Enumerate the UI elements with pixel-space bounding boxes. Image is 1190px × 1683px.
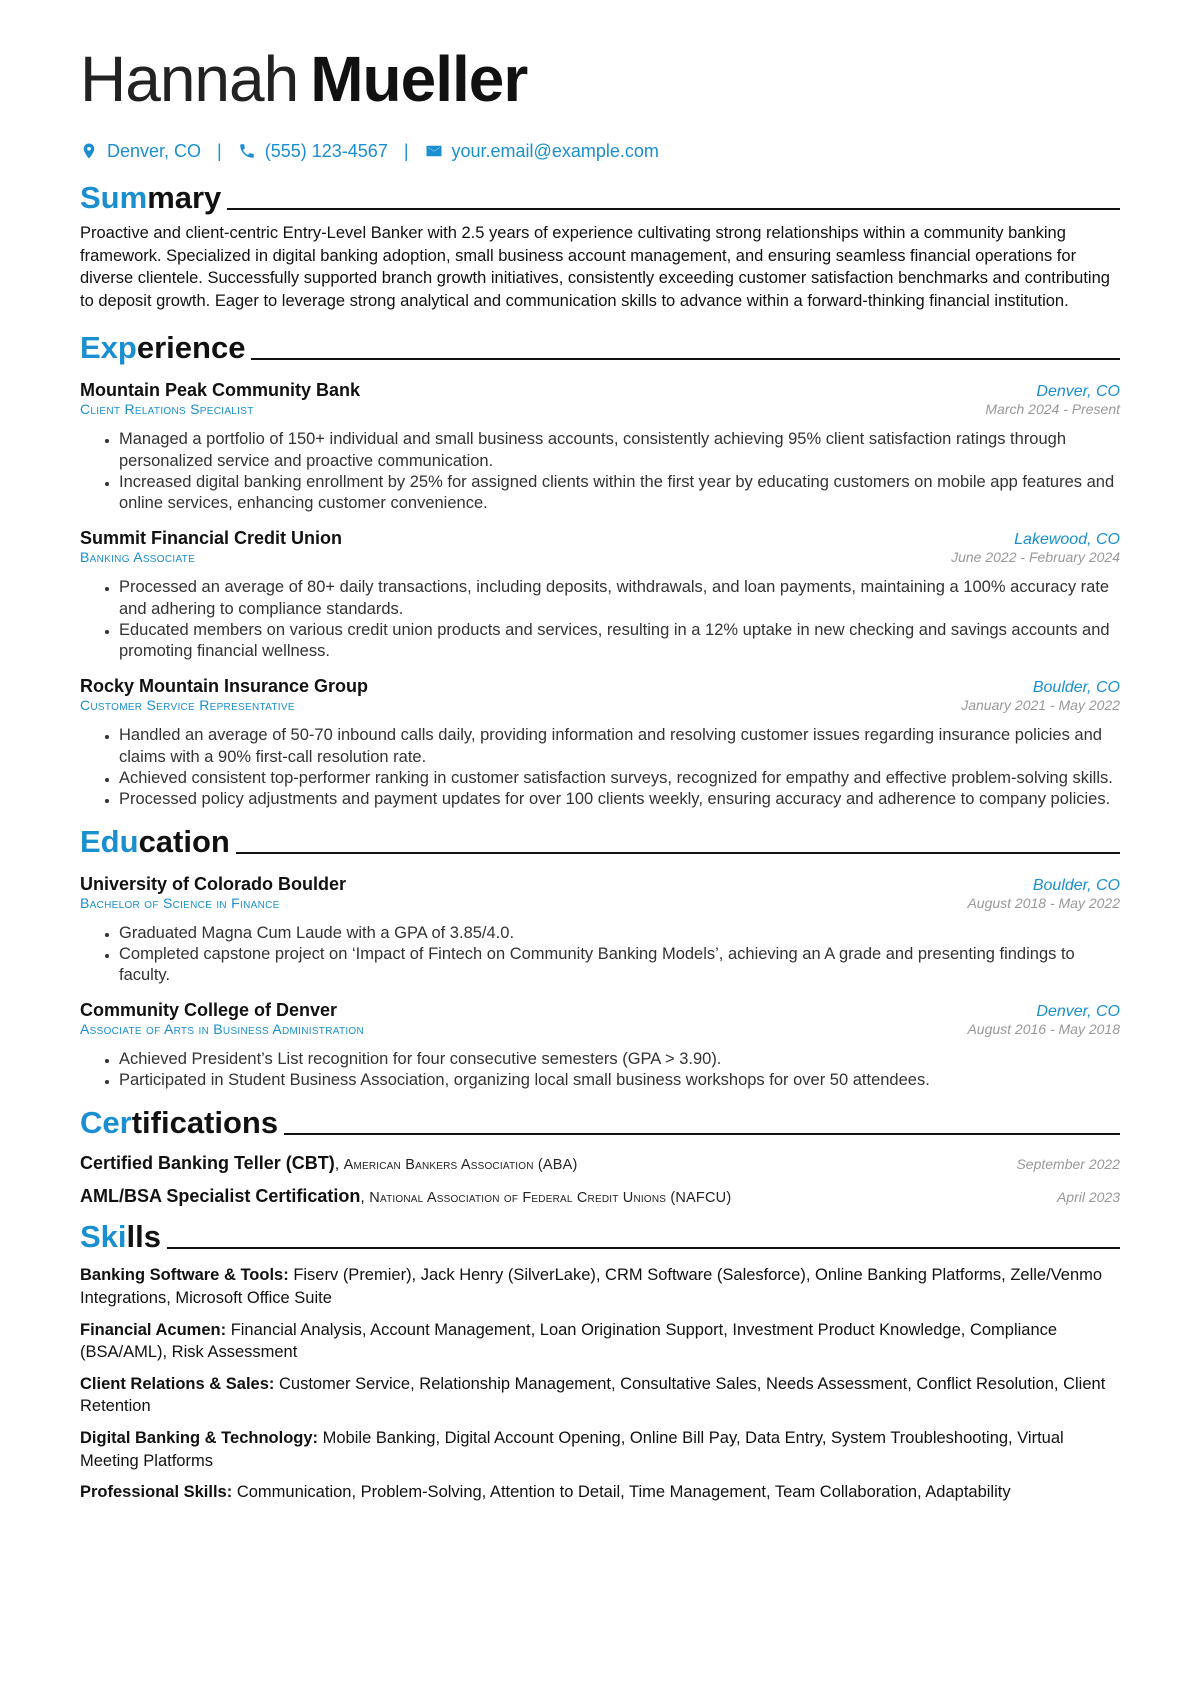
education-entry <box>80 1000 1120 1092</box>
bullet-item: • Processed policy adjustments and payment updates for over 100 clients weekly, ensuring accuracy and adherence to company policies. <box>119 789 1120 811</box>
entry-role: Associate of Arts in Business Administration <box>80 1021 365 1038</box>
entry-dates: March 2024 - Present <box>985 401 1120 418</box>
section-rule <box>236 852 1120 854</box>
skill-category: Digital Banking & Technology: <box>80 1428 319 1447</box>
location-text: Denver, CO <box>107 140 202 161</box>
contact-separator: | <box>403 140 409 161</box>
skill-line <box>80 1427 1120 1472</box>
entry-header-row <box>80 676 1120 697</box>
certification-name: AML/BSA Specialist Certification <box>80 1186 361 1207</box>
phone-text: (555) 123-4567 <box>264 140 388 161</box>
education-list <box>80 874 1120 1092</box>
bullet-list <box>80 725 1120 810</box>
skill-category: Professional Skills: <box>80 1483 233 1502</box>
certification-date: September 2022 <box>1016 1156 1120 1173</box>
entry-subheader-row <box>80 895 1120 911</box>
organization-name: Rocky Mountain Insurance Group <box>80 676 369 697</box>
bullet-item: • Participated in Student Business Association, organizing local small business workshops for over 50 attendees. <box>119 1070 1120 1092</box>
phone-icon <box>238 142 256 160</box>
skill-values: Financial Analysis, Account Management, Loan Origination Support, Investment Product Knowledge, Compliance (BSA/AML), Risk Assessment <box>80 1320 1058 1362</box>
bullet-item: • Managed a portfolio of 150+ individual and small business accounts, consistently achieving 95% client satisfaction ratings through personalized service and proactive communication. <box>119 429 1120 472</box>
resume-page <box>80 40 1120 1504</box>
contact-line <box>80 138 1120 164</box>
certification-name: Certified Banking Teller (CBT) <box>80 1153 335 1174</box>
certification-issuer: National Association of Federal Credit Unions (NAFCU) <box>369 1190 732 1207</box>
skill-line <box>80 1319 1120 1364</box>
envelope-icon <box>425 142 443 160</box>
bullet-item: • Achieved President’s List recognition for four consecutive semesters (GPA > 3.90). <box>119 1049 1120 1071</box>
entry-header-row <box>80 380 1120 401</box>
certifications-list <box>80 1153 1120 1207</box>
organization-name: University of Colorado Boulder <box>80 873 347 894</box>
bullet-list <box>80 1049 1120 1092</box>
section-title: Skills <box>80 1219 161 1255</box>
bullet-item: • Graduated Magna Cum Laude with a GPA of 3.85/4.0. <box>119 923 1120 945</box>
entry-location: Denver, CO <box>1036 1003 1120 1021</box>
first-name: Hannah <box>80 43 299 115</box>
skill-category: Banking Software & Tools: <box>80 1266 289 1285</box>
entry-role: Client Relations Specialist <box>80 401 254 418</box>
contact-phone[interactable] <box>238 141 388 162</box>
entry-subheader-row <box>80 1021 1120 1037</box>
entry-dates: June 2022 - February 2024 <box>951 549 1120 566</box>
entry-header-row <box>80 1000 1120 1021</box>
email-link: your.email@example.com <box>451 140 659 161</box>
skill-line <box>80 1373 1120 1418</box>
bullet-item: • Processed an average of 80+ daily transactions, including deposits, withdrawals, and loan payments, maintaining a 100% accuracy rate and adhering to compliance standards. <box>119 577 1120 620</box>
skill-line <box>80 1481 1120 1504</box>
skill-values: Fiserv (Premier), Jack Henry (SilverLake), CRM Software (Salesforce), Online Banking Platforms, Zelle/Venmo Integrations, Microsoft Office Suite <box>80 1266 1103 1307</box>
education-heading <box>80 816 1120 860</box>
entry-role: Customer Service Representative <box>80 697 295 714</box>
experience-heading <box>80 322 1120 366</box>
certification-item <box>80 1186 1120 1207</box>
contact-email[interactable] <box>425 141 659 162</box>
certification-left: AML/BSA Specialist Certification, National Association of Federal Credit Unions (NAFCU) <box>80 1186 732 1207</box>
skills-list <box>80 1264 1120 1503</box>
section-title: Education <box>80 823 230 859</box>
certification-item <box>80 1153 1120 1174</box>
skill-category: Client Relations & Sales: <box>80 1374 275 1393</box>
section-title: Experience <box>80 330 246 366</box>
bullet-list <box>80 429 1120 515</box>
entry-dates: August 2016 - May 2018 <box>967 1021 1120 1038</box>
entry-role: Bachelor of Science in Finance <box>80 894 280 911</box>
skill-values: Communication, Problem-Solving, Attention to Detail, Time Management, Team Collaboration, Adaptability <box>236 1483 1011 1502</box>
map-pin-icon <box>80 142 98 160</box>
summary-text: Proactive and client-centric Entry-Level Banker with 2.5 years of experience cultivating strong relationships within a community banking framework. Specialized in digital banking adoption, small business account management, and ensuring seamless financial operations for diverse clientele. Successfully supported branch growth initiatives, consistently exceeding customer satisfaction benchmarks and contributing to deposit growth. Eager to leverage strong analytical and communication skills to advance within a forward-thinking financial institution. <box>80 224 1110 310</box>
section-title: Summary <box>80 180 222 215</box>
last-name: Mueller <box>310 43 528 115</box>
entry-header-row <box>80 528 1120 549</box>
experience-entry <box>80 380 1120 515</box>
bullet-list <box>80 923 1120 987</box>
experience-entry <box>80 676 1120 810</box>
entry-dates: August 2018 - May 2022 <box>967 894 1120 911</box>
experience-entry <box>80 528 1120 663</box>
bullet-item: • Completed capstone project on ‘Impact of Fintech on Community Banking Models’, achieving an A grade and presenting findings to faculty. <box>119 944 1120 987</box>
section-rule <box>167 1247 1120 1249</box>
certifications-heading <box>80 1097 1120 1141</box>
section-title: Certifications <box>80 1105 279 1141</box>
contact-separator: | <box>217 140 222 161</box>
entry-subheader-row <box>80 401 1120 417</box>
bullet-item: • Handled an average of 50-70 inbound calls daily, providing information and resolving customer issues regarding insurance policies and claims with a 90% first-call resolution rate. <box>119 725 1120 768</box>
section-rule <box>251 358 1120 360</box>
skill-values: Customer Service, Relationship Management, Consultative Sales, Needs Assessment, Conflict Resolution, Client Retention <box>80 1374 1106 1416</box>
organization-name: Community College of Denver <box>80 1000 338 1021</box>
skills-heading <box>80 1211 1120 1255</box>
entry-location: Boulder, CO <box>1032 679 1120 697</box>
skill-line <box>80 1264 1120 1309</box>
organization-name: Mountain Peak Community Bank <box>80 380 361 401</box>
entry-subheader-row <box>80 697 1120 713</box>
entry-dates: January 2021 - May 2022 <box>961 697 1120 714</box>
entry-location: Denver, CO <box>1036 383 1120 401</box>
entry-subheader-row <box>80 549 1120 565</box>
skill-category: Financial Acumen: <box>80 1320 227 1339</box>
summary-heading <box>80 172 1120 216</box>
skill-values: Mobile Banking, Digital Account Opening, Online Bill Pay, Data Entry, System Troubleshooting, Virtual Meeting Platforms <box>80 1428 1064 1470</box>
education-entry <box>80 874 1120 987</box>
entry-location: Lakewood, CO <box>1014 531 1120 549</box>
bullet-item: • Achieved consistent top-performer ranking in customer satisfaction surveys, recognized for empathy and effective problem-solving skills. <box>119 768 1120 790</box>
section-rule <box>227 208 1120 210</box>
section-rule <box>284 1133 1120 1135</box>
certification-left: Certified Banking Teller (CBT), American Bankers Association (ABA) <box>80 1153 578 1174</box>
bullet-item: • Increased digital banking enrollment by 25% for assigned clients within the first year by educating customers on mobile app features and online services, enhancing customer convenience. <box>119 472 1120 515</box>
candidate-name <box>80 40 1120 118</box>
entry-location: Boulder, CO <box>1032 876 1120 894</box>
bullet-list <box>80 577 1120 663</box>
organization-name: Summit Financial Credit Union <box>80 528 343 549</box>
experience-list <box>80 380 1120 810</box>
entry-role: Banking Associate <box>80 549 196 566</box>
certification-issuer: American Bankers Association (ABA) <box>343 1157 578 1174</box>
entry-header-row <box>80 874 1120 895</box>
bullet-item: • Educated members on various credit union products and services, resulting in a 12% uptake in new checking and savings accounts and promoting financial wellness. <box>119 620 1120 663</box>
certification-date: April 2023 <box>1056 1189 1120 1206</box>
contact-location <box>80 141 201 162</box>
